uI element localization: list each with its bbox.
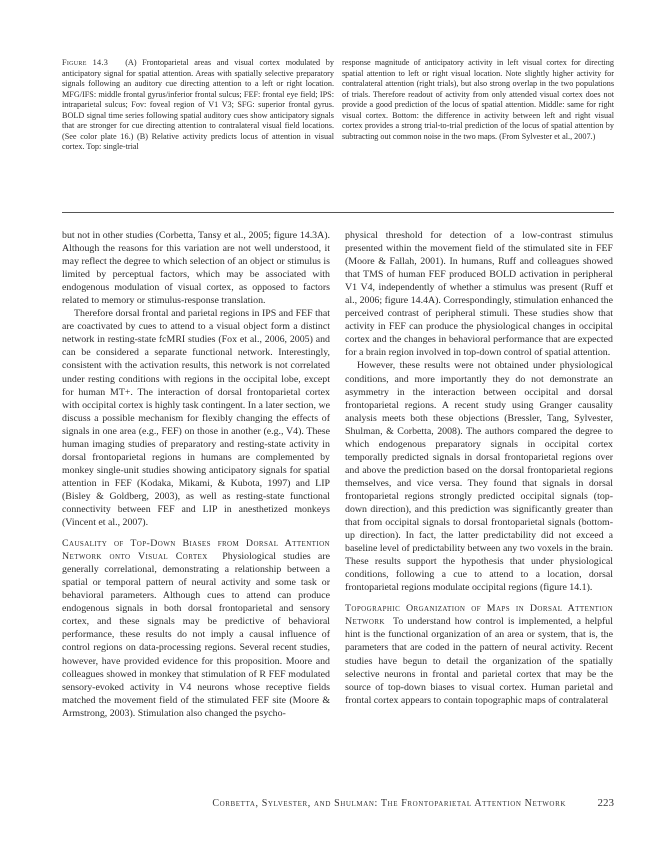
section-heading: Causality of Top-Down Biases from Dorsal Attention Network onto Visual Cortex (62, 538, 330, 563)
caption-text-left: (A) Frontoparietal areas and visual cortex modulated by anticipatory signal for spatial attention. Areas with spatially selective preparatory signals following an auditory cue directing attention to a left or right location. MFG/IFS: middle frontal gyrus/inferior frontal sulcus; FEF: frontal eye field; IPS: intraparietal sulcus; Fov: foveal region of V1 V3; SFG: superior frontal gyrus. BOLD signal time series following spatial auditory cues show anticipatory signals that are stronger for cue directing attention to contralateral visual field locations. (See color plate 16.) (B) Relative activity predicts locus of attention in visual cortex. Top: single-trial (62, 58, 334, 152)
paragraph-text: To understand how control is implemented, a helpful hint is the functional organization of an area or system, that is, the parameters that are coded in the pattern of neural activity. Recent studies have begun to detail the organization of the spatially selective neurons in frontal and parietal cortex that may be the source of top-down biases to visual cortex. Human parietal and frontal cortex appears to contain topographic maps of contralateral (345, 616, 613, 706)
section-paragraph (345, 602, 613, 706)
paragraph: However, these results were not obtained under physiological conditions, and more importantly they do not demonstrate an asymmetry in the interaction between occipital and dorsal frontoparietal regions. A recent study using Granger causality analysis meets both these objections (Bressler, Tang, Sylvester, Shulman, & Corbetta, 2008). The authors compared the degree to which endogenous preparatory signals in occipital cortex temporally predicted signals in dorsal frontoparietal regions over and above the prediction based on the dorsal frontoparietal regions themselves, and vice versa. They found that signals in dorsal frontoparietal regions strongly predicted occipital signals (top-down direction), and this prediction was significantly greater than that from occipital signals to dorsal frontoparietal signals (bottom-up direction). In fact, the latter predictability did not exceed a baseline level of predictability between any two voxels in the brain. These results support the hypothesis that under physiological conditions, following a cue to attend to a location, dorsal frontoparietal regions modulate occipital regions (figure 14.1). (345, 360, 613, 594)
paragraph-text: Physiological studies are generally correlational, demonstrating a relationship between a spatial or temporal pattern of neural activity and some task or behavioral parameters. Although cues to attend can produce endogenous signals in both dorsal frontoparietal and sensory cortex, and these signals may be predictive of behavioral performance, these results do not imply a causal influence of control regions on data-processing regions. Several recent studies, however, have provided evidence for this proposition. Moore and colleagues showed in monkey that stimulation of R FEF modulated sensory-evoked activity in V4 neurons whose receptive fields matched the movement field of the stimulated FEF site (Moore & Armstrong, 2003). Stimulation also changed the psycho- (62, 551, 330, 719)
figure-caption-right (342, 58, 614, 142)
paragraph: Therefore dorsal frontal and parietal regions in IPS and FEF that are coactivated by cues to attend to a visual object form a distinct network in resting-state fcMRI studies (Fox et al., 2006, 2005) and can be considered a separate functional network. Interestingly, consistent with the activation results, this network is not correlated under resting conditions with regions in the occipital lobe, except for human MT+. The interaction of dorsal frontoparietal cortex with occipital cortex is highly task contingent. In a later section, we discuss a possible mechanism for flexibly changing the effects of signals in one area (e.g., FEF) on those in another (e.g., V4). These human imaging studies of preparatory and resting-state activity in dorsal frontoparietal regions in humans are complemented by monkey single-unit studies showing anticipatory signals for spatial attention in FEF (Kodaka, Mikami, & Kubota, 1997) and LIP (Bisley & Goldberg, 2003), as well as resting-state functional connectivity between FEF and LIP in anesthetized monkeys (Vincent et al., 2007). (62, 308, 330, 529)
section-paragraph (62, 537, 330, 720)
section-heading: Topographic Organization of Maps in Dorsal Attention Network (345, 603, 613, 628)
body-column-left (62, 229, 330, 720)
caption-text-right: response magnitude of anticipatory activity in left visual cortex for directing spatial attention to left or right visual location. Note slightly higher activity for contralateral attention (right trials), but also strong overlap in the two populations of trials. Therefore readout of activity from only attended visual cortex does not provide a good prediction of the locus of spatial attention. Middle: same for right visual cortex. Bottom: the difference in activity between left and right visual cortex provides a strong trial-to-trial prediction of the locus of spatial attention by subtracting out common noise in the two maps. (From Sylvester et al., 2007.) (342, 58, 614, 141)
figure-caption-left (62, 58, 334, 153)
page-number: 223 (597, 797, 614, 809)
paragraph: but not in other studies (Corbetta, Tansy et al., 2005; figure 14.3A). Although the reasons for this variation are not well understood, it may reflect the degree to which selection of an object or stimulus is limited by perceptual factors, which may be associated with endogenous modulation of visual cortex, as opposed to factors related to memory or stimulus-response translation. (62, 230, 330, 307)
body-column-right (345, 229, 613, 707)
caption-divider (62, 212, 614, 213)
paragraph: physical threshold for detection of a low-contrast stimulus presented within the movement field of the stimulated site in FEF (Moore & Fallah, 2001). In humans, Ruff and colleagues showed that TMS of human FEF produced BOLD activation in peripheral V1 V4, independently of whether a stimulus was present (Ruff et al., 2006; figure 14.4A). Correspondingly, stimulation enhanced the perceived contrast of peripheral stimuli. These studies show that activity in FEF can produce the physiological changes in occipital cortex and the changes in behavioral performance that are expected for a brain region involved in top-down control of spatial attention. (345, 230, 613, 359)
running-head: Corbetta, Sylvester, and Shulman: The Frontoparietal Attention Network (212, 798, 566, 809)
figure-label: Figure 14.3 (62, 58, 109, 67)
